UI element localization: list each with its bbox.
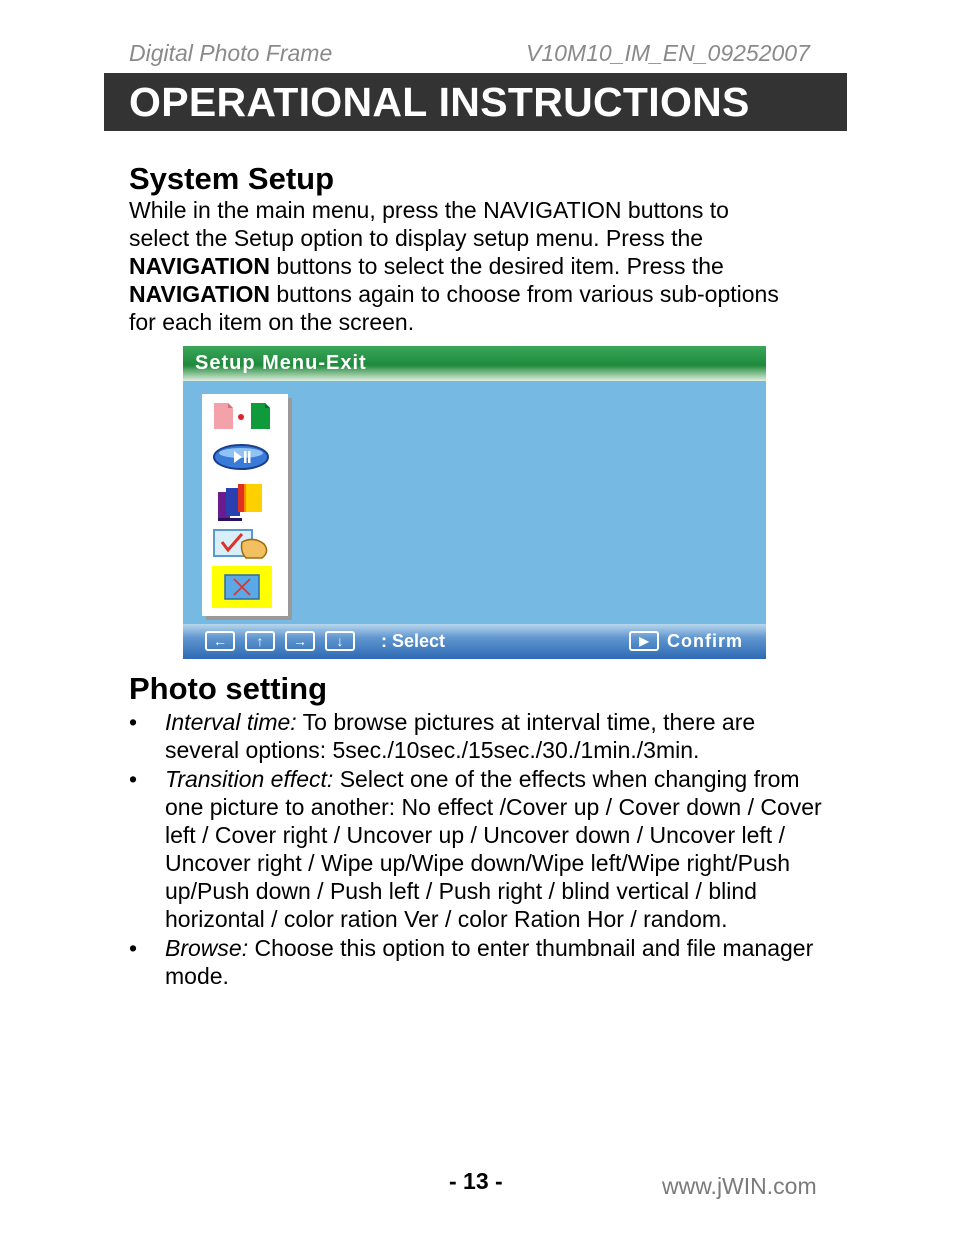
setup-menu-title: Setup Menu-Exit: [183, 346, 766, 381]
para-text: buttons to select the desired item. Press the: [269, 253, 724, 279]
para-line: While in the main menu, press the NAVIGATION buttons to: [129, 197, 729, 223]
bold-term: NAVIGATION: [129, 281, 270, 307]
down-arrow-icon[interactable]: ↓: [325, 631, 355, 651]
confirm-label: Confirm: [667, 631, 743, 651]
item-text: Select one of the effects when changing from one picture to another: No effect /Cover up / Cover down / Cover left / Cover right / Uncover up / Uncover down / Uncover left / Uncover right / Wipe up/Wipe down/Wipe left/Wipe right/Push up/Push down / Push left / Push right / blind vertical / blind horizontal / color ration Ver / color Ration Hor / random.: [165, 766, 822, 932]
item-text: Choose this option to enter thumbnail and file manager mode.: [165, 935, 814, 989]
bold-term: NAVIGATION: [129, 253, 270, 279]
para-text: buttons again to choose from various sub-options: [269, 281, 779, 307]
photo-setting-list: [129, 708, 829, 991]
item-label: Interval time:: [165, 709, 297, 735]
navigation-keys: [205, 631, 355, 651]
item-text: To browse pictures at interval time, there are several options: 5sec./10sec./15sec./30./1min./3min.: [165, 709, 756, 763]
setup-icon-panel: [202, 394, 288, 616]
play-arrow-icon[interactable]: ▶: [629, 631, 659, 651]
para-line: [129, 280, 829, 308]
item-label: Browse:: [165, 935, 249, 961]
color-icon[interactable]: [212, 482, 270, 522]
header-document-code: V10M10_IM_EN_09252007: [526, 40, 810, 66]
exit-icon[interactable]: [224, 574, 260, 600]
header-product-name: Digital Photo Frame: [129, 40, 333, 66]
bullet-icon: •: [129, 709, 138, 735]
system-setup-paragraph: [129, 196, 829, 336]
list-item: [129, 765, 829, 933]
bullet-icon: •: [129, 766, 138, 792]
list-item: [129, 708, 829, 764]
list-item: [129, 934, 829, 990]
transition-icon[interactable]: [212, 400, 270, 432]
select-label: : Select: [381, 631, 446, 651]
item-label: Transition effect:: [165, 766, 334, 792]
exit-highlight[interactable]: [212, 566, 272, 608]
check-hand-icon[interactable]: [212, 528, 270, 560]
bullet-icon: •: [129, 935, 138, 961]
website-link[interactable]: www.jWIN.com: [662, 1173, 817, 1199]
para-line: for each item on the screen.: [129, 309, 415, 335]
right-arrow-icon[interactable]: →: [285, 631, 315, 651]
play-pause-icon[interactable]: [212, 441, 270, 473]
up-arrow-icon[interactable]: ↑: [245, 631, 275, 651]
page-number: - 13 -: [449, 1168, 503, 1194]
left-arrow-icon[interactable]: ←: [205, 631, 235, 651]
para-line: [129, 252, 829, 280]
para-line: select the Setup option to display setup menu. Press the: [129, 225, 704, 251]
setup-menu-screenshot: [183, 346, 766, 659]
photo-setting-heading: Photo setting: [129, 671, 328, 706]
section-banner: OPERATIONAL INSTRUCTIONS: [104, 73, 847, 131]
system-setup-heading: System Setup: [129, 161, 335, 196]
setup-menu-footer: [183, 624, 766, 659]
